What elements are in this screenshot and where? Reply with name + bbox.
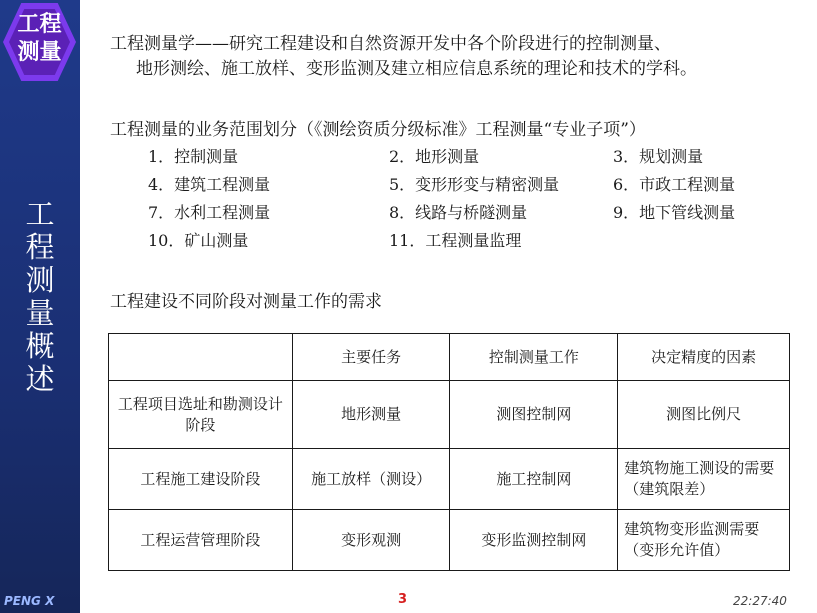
intro-line-2: 地形测绘、施工放样、变形监测及建立相应信息系统的理论和技术的学科。 xyxy=(136,59,697,79)
scope-item: 8．线路与桥隧测量 xyxy=(389,203,528,222)
scope-item: 9．地下管线测量 xyxy=(613,203,736,222)
task-cell: 施工放样（测设） xyxy=(292,449,450,510)
intro-definition xyxy=(110,32,810,82)
table-header-cell: 控制测量工作 xyxy=(450,334,618,381)
scope-heading: 工程测量的业务范围划分（《测绘资质分级标准》工程测量“专业子项”） xyxy=(110,120,646,140)
scope-item: 5．变形形变与精密测量 xyxy=(389,175,560,194)
precision-cell: 建筑物变形监测需要（变形允许值） xyxy=(618,510,790,571)
stage-cell: 工程项目选址和勘测设计阶段 xyxy=(109,381,293,449)
side-title-char: 述 xyxy=(25,362,55,396)
control-cell: 变形监测控制网 xyxy=(450,510,618,571)
table-row xyxy=(109,510,790,571)
precision-cell: 测图比例尺 xyxy=(618,381,790,449)
scope-item: 4．建筑工程测量 xyxy=(148,175,271,194)
scope-item: 7．水利工程测量 xyxy=(148,203,271,222)
author-label: PENG X xyxy=(4,594,55,608)
side-title-char: 工 xyxy=(25,197,55,231)
scope-item: 6．市政工程测量 xyxy=(613,175,736,194)
demand-heading: 工程建设不同阶段对测量工作的需求 xyxy=(110,292,382,312)
logo-line-2: 测量 xyxy=(17,40,62,65)
control-cell: 施工控制网 xyxy=(450,449,618,510)
task-cell: 地形测量 xyxy=(292,381,450,449)
control-cell: 测图控制网 xyxy=(450,381,618,449)
scope-item: 10．矿山测量 xyxy=(148,231,249,250)
logo-line-1: 工程 xyxy=(17,12,62,37)
timestamp: 22:27:40 xyxy=(733,594,787,608)
side-title-char: 量 xyxy=(25,296,55,330)
stage-cell: 工程运营管理阶段 xyxy=(109,510,293,571)
side-title-char: 概 xyxy=(25,329,55,363)
table-row xyxy=(109,381,790,449)
scope-item: 2．地形测量 xyxy=(389,147,480,166)
table-row xyxy=(109,449,790,510)
table-header-row xyxy=(109,334,790,381)
precision-cell: 建筑物施工测设的需要（建筑限差） xyxy=(618,449,790,510)
intro-line-1: 工程测量学——研究工程建设和自然资源开发中各个阶段进行的控制测量、 xyxy=(110,34,671,54)
table-header-cell: 决定精度的因素 xyxy=(618,334,790,381)
task-cell: 变形观测 xyxy=(292,510,450,571)
scope-item: 1．控制测量 xyxy=(148,147,239,166)
side-title-char: 程 xyxy=(25,230,55,264)
stage-cell: 工程施工建设阶段 xyxy=(109,449,293,510)
scope-item: 3．规划测量 xyxy=(613,147,704,166)
side-section-title xyxy=(0,198,80,396)
table-header-cell xyxy=(109,334,293,381)
scope-item: 11．工程测量监理 xyxy=(389,231,522,250)
page-number: 3 xyxy=(398,592,408,607)
logo-text xyxy=(0,11,79,67)
demand-table xyxy=(108,333,790,571)
side-title-char: 测 xyxy=(25,263,55,297)
table-header-cell: 主要任务 xyxy=(292,334,450,381)
